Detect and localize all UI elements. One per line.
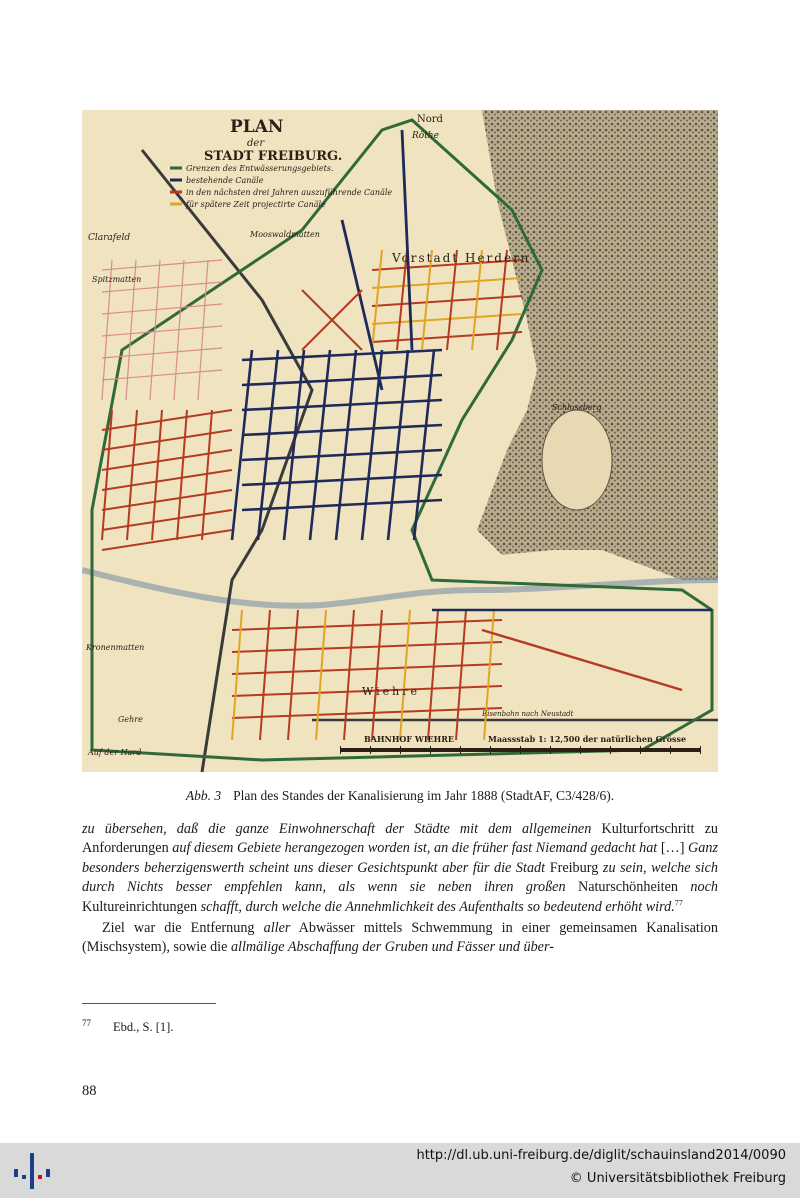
scale-tick — [370, 746, 371, 754]
text-segment: Naturschönheiten — [565, 879, 691, 896]
figure-caption — [82, 788, 718, 804]
map-title-der: der — [247, 138, 265, 149]
legend-label-existing: bestehende Canäle — [186, 176, 264, 185]
scale-tick — [520, 746, 521, 754]
scale-tick — [700, 746, 701, 754]
label-wiehre: Wiehre — [362, 685, 420, 698]
footnote-number: 77 — [82, 1018, 91, 1028]
text-segment: Abwässer mittels Schwemmung in einer gemeinsamen Kanalisation (Mischsystem), sowie die — [82, 920, 718, 956]
copyright-notice: © Universitätsbibliothek Freiburg — [569, 1171, 786, 1186]
label-herdern: Vorstadt Herdern — [392, 251, 531, 265]
footnote-ref[interactable]: 77 — [674, 897, 683, 907]
map-title-plan: PLAN — [230, 117, 284, 137]
page-number: 88 — [82, 1083, 97, 1099]
scale-tick — [460, 746, 461, 754]
quote-segment: zu übersehen, daß die ganze Einwohnerschaft der Städte mit dem allgemeinen — [82, 821, 592, 837]
quote-segment: schafft, durch welche die Annehmlichkeit des Aufenthalts so bedeutend erhöht wird. — [200, 898, 675, 915]
historical-city-map — [82, 110, 718, 772]
figure-number: Abb. 3 — [185, 788, 222, 803]
label-eisenbahn-neustadt: Eisenbahn nach Neustadt — [482, 710, 574, 718]
paragraph-quote — [82, 820, 718, 917]
label-roethe: Röthe — [412, 131, 439, 141]
scale-tick — [340, 746, 341, 754]
label-clarafeld: Clarafeld — [88, 233, 131, 243]
label-kronenmatten: Kronenmatten — [86, 643, 145, 652]
legend-label-next: in den nächsten drei Jahren auszuführende Canäle — [186, 188, 393, 197]
footnote-divider — [82, 1003, 216, 1004]
label-bahnhof-wiehre: BAHNHOF WIEHRE — [364, 734, 454, 744]
emphasis-segment: allmälige Abschaffung der Gruben und Fässer und über- — [230, 939, 554, 956]
scale-tick — [580, 746, 581, 754]
label-mooswaldmatten: Mooswaldmatten — [250, 230, 320, 239]
scale-tick — [550, 746, 551, 754]
figure-caption-text: Plan des Standes der Kanalisierung im Jahr 1888 (StadtAF, C3/428/6). — [233, 788, 615, 803]
footnote — [82, 1018, 173, 1035]
body-text — [82, 820, 718, 958]
label-spitzmatten: Spitzmatten — [92, 275, 142, 284]
text-segment: Ziel war die Entfernung — [102, 920, 264, 937]
label-auf-der-hard: Auf der Hard — [88, 748, 142, 757]
quote-segment: auf diesem Gebiete herangezogen worden ist, an die früher fast Niemand gedacht hat — [172, 840, 658, 857]
schlossberg-hill — [542, 410, 612, 510]
label-schlossberg: Schlossberg — [552, 403, 602, 412]
label-nord: Nord — [417, 114, 443, 125]
quote-segment: noch — [690, 879, 718, 896]
paragraph-main — [82, 919, 718, 958]
scale-tick — [610, 746, 611, 754]
library-footer — [0, 1143, 800, 1198]
quote-segment: zu sein, welche sich durch Nichts besser empfehlen kann, als wenn sie neben ihren großen — [82, 859, 718, 896]
map-title-city: STADT FREIBURG. — [204, 149, 343, 164]
legend-label-boundary: Grenzen des Entwässerungsgebiets. — [186, 164, 334, 173]
text-segment: Kulturfortschritt zu Anforderungen — [82, 821, 718, 857]
label-gehre: Gehre — [118, 715, 143, 724]
library-logo-icon — [12, 1151, 52, 1191]
scale-tick — [640, 746, 641, 754]
document-url-link[interactable]: http://dl.ub.uni-freiburg.de/diglit/schauinsland2014/0090 — [416, 1148, 786, 1163]
map-scale-text: Maassstab 1: 12,500 der natürlichen Grösse — [488, 734, 687, 744]
text-segment: […] — [657, 840, 689, 857]
scale-tick — [490, 746, 491, 754]
text-segment: Kultureinrichtungen — [82, 898, 201, 915]
scale-tick — [430, 746, 431, 754]
legend-label-later: für spätere Zeit projectirte Canäle — [186, 200, 326, 209]
emphasis-segment: aller — [263, 920, 291, 937]
scale-tick — [400, 746, 401, 754]
quote-segment: Ganz besonders beherzigenswerth scheint uns dieser Gesichtspunkt aber für die Stadt — [82, 840, 719, 876]
scale-tick — [670, 746, 671, 754]
footnote-text: Ebd., S. [1]. — [113, 1020, 174, 1035]
text-segment: Freiburg — [545, 859, 603, 876]
